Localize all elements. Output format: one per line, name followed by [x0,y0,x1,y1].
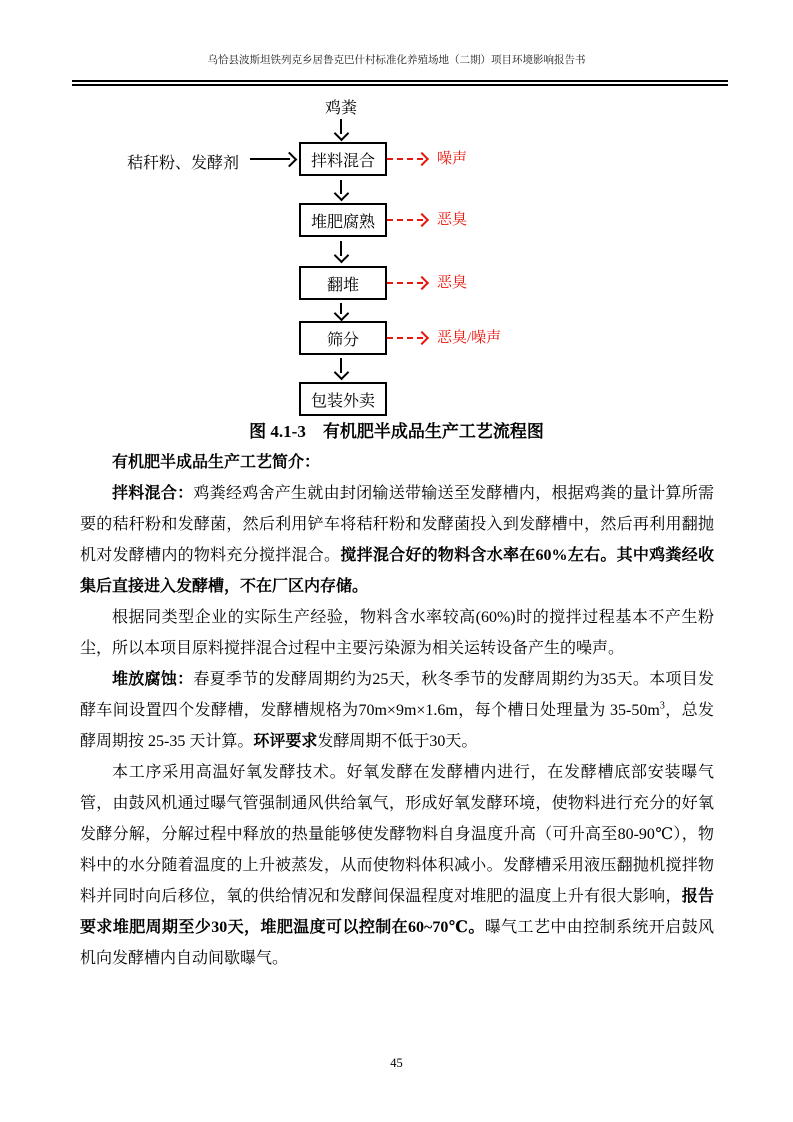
page-number: 45 [390,1056,403,1070]
dashed-arrow-icon [415,213,429,227]
figure-caption: 图 4.1-3 有机肥半成品生产工艺流程图 [249,422,544,441]
report-header: 乌恰县波斯坦铁列克乡居鲁克巴什村标准化养殖场地（二期）项目环境影响报告书 [207,55,586,66]
body-paragraph-aerobic: 本工序采用高温好氧发酵技术。好氧发酵在发酵槽内进行，在发酵槽底部安装曝气管，由鼓风机通过曝气管强制通风供给氧气，形成好氧发酵环境，使物料进行充分的好氧发酵分解，分解过程中释放的热量能够使发酵物料自身温度升高（可升高至80-90℃），物料中的水分随着温度的上升被蒸发，从而使物料体积减小。发酵槽采用液压翻抛机搅拌物料并同时向后移位，氧的供给情况和发酵间保温程度对堆肥的温度上升有很大影响，报告要求堆肥周期至少30天，堆肥温度可以控制在60~70℃。曝气工艺中由控制系统开启鼓风机向发酵槽内自动间歇曝气。 [80,764,714,967]
arrow-down-icon [334,186,350,202]
flow-node-turning: 翻堆 [299,266,387,300]
flow-input-top: 鸡粪 [324,100,357,117]
dashed-arrow-icon [415,276,429,290]
arrow-down-icon [334,306,350,322]
body-paragraph-intro-heading: 有机肥半成品生产工艺简介： [112,454,321,471]
body-text [80,447,714,974]
dashed-arrow-icon [415,152,429,166]
flow-node-composting: 堆肥腐熟 [299,203,387,237]
flow-input-side: 秸秆粉、发酵剂 [127,155,240,172]
emission-label: 噪声 [437,151,468,167]
flow-node-mixing: 拌料混合 [299,142,387,176]
emission-label: 恶臭/噪声 [437,330,502,346]
emission-label: 恶臭 [437,212,468,228]
arrow-down-icon [334,248,350,264]
header-rule [72,80,728,86]
arrow-down-icon [334,365,350,381]
arrow-down-icon [334,126,350,142]
flow-node-packaging: 包装外卖 [299,382,387,416]
body-paragraph-fermentation: 堆放腐蚀：春夏季节的发酵周期约为25天，秋冬季节的发酵周期约为35天。本项目发酵车间设置四个发酵槽，发酵槽规格为70m×9m×1.6m，每个槽日处理量为 $35-50m^3$，总发酵周期按 25-35 天计算。环评要求发酵周期不低于30天。 [80,671,714,750]
body-paragraph-mixing: 拌料混合：鸡粪经鸡舍产生就由封闭输送带输送至发酵槽内，根据鸡粪的量计算所需要的秸秆粉和发酵菌，然后利用铲车将秸秆粉和发酵菌投入到发酵槽中，然后再利用翻抛机对发酵槽内的物料充分搅拌混合。搅拌混合好的物料含水率在60%左右。其中鸡粪经收集后直接进入发酵槽，不在厂区内存储。 [80,485,714,595]
arrow-right-icon [282,152,298,168]
flow-node-screening: 筛分 [299,321,387,355]
emission-label: 恶臭 [437,275,468,291]
dashed-arrow-icon [415,331,429,345]
body-paragraph-experience: 根据同类型企业的实际生产经验，物料含水率较高(60%)时的搅拌过程基本不产生粉尘，所以本项目原料搅拌混合过程中主要污染源为相关运转设备产生的噪声。 [80,609,714,657]
